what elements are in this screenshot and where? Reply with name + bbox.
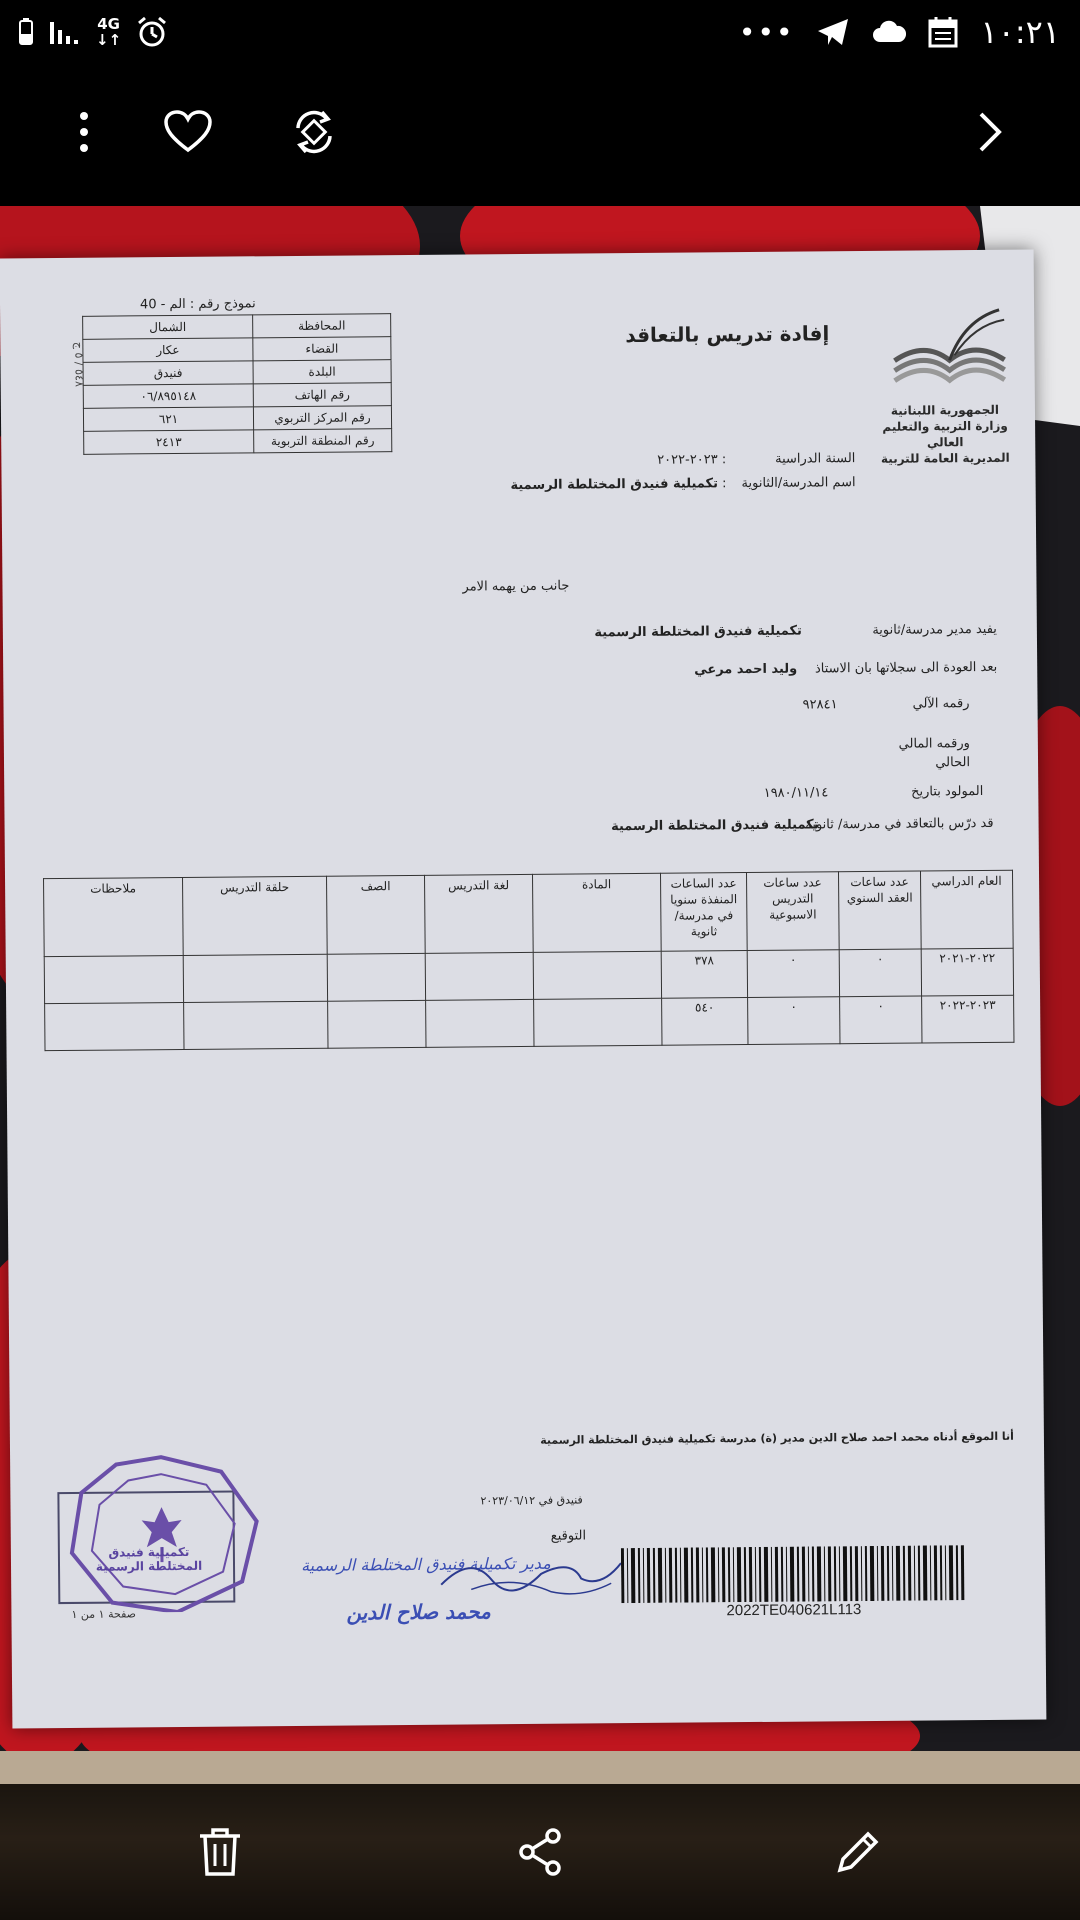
school-stamp-icon (56, 1451, 267, 1613)
barcode-icon (621, 1545, 966, 1603)
table-cell (426, 999, 534, 1047)
info-value: ٢٤١٣ (84, 430, 254, 454)
info-value: ٠٦/٨٩٥١٤٨ (83, 384, 253, 408)
rotate-icon (288, 106, 340, 158)
table-cell (327, 953, 425, 1001)
column-header: لغة التدريس (425, 874, 534, 953)
signature-label: التوقيع (550, 1528, 587, 1544)
ink-stamp-line-1: مدير تكميلية فنيدق المختلطة الرسمية (300, 1553, 551, 1575)
stamp-text: تكميلية فنيدق المختلطة الرسمية (95, 1544, 203, 1574)
pencil-icon (834, 1828, 882, 1876)
barcode-number: 2022TE040621L113 (726, 1601, 862, 1620)
column-header: عدد الساعات المنفذة سنويا في مدرسة/ثانوية (660, 873, 747, 952)
info-row (84, 429, 392, 455)
l2-value: وليد احمد مرعي (694, 661, 798, 678)
l1-value: تكميلية فنيدق المختلطة الرسمية (594, 623, 802, 641)
l5-value: ١٩٨٠/١١/١٤ (763, 785, 829, 801)
alarm-icon (135, 15, 169, 49)
side-reference-note: ٥٤٨ / ٥ ج (72, 341, 86, 387)
academic-year-label: السنة الدراسية (775, 451, 856, 467)
chevron-right-icon (975, 110, 1005, 154)
l4-label: ورقمه المالي الحالي (898, 736, 971, 771)
signal-icon (48, 18, 82, 46)
clock-time: ١٠:٢١ (980, 13, 1060, 51)
l6-label: قد درّس بالتعاقد في مدرسة/ ثانوية (805, 815, 994, 833)
more-vertical-icon (76, 110, 92, 154)
l5-label: المولود بتاريخ (911, 783, 984, 800)
status-right (739, 12, 1060, 52)
info-key: القضاء (253, 337, 391, 361)
location-info-table (82, 313, 392, 455)
next-button[interactable] (958, 100, 1022, 164)
column-header: الصف (327, 875, 426, 954)
info-key: رقم المنطقة التربوية (254, 429, 392, 453)
share-icon (516, 1827, 564, 1877)
table-cell: ٠ (748, 997, 840, 1045)
ministry-header (875, 402, 1016, 467)
ministry-logo (880, 290, 1015, 466)
l3-label: رقمه الآلي (912, 696, 970, 712)
cloud-icon (872, 20, 906, 44)
column-header: ملاحظات (44, 877, 184, 956)
photo-viewer[interactable] (0, 206, 1080, 1784)
document-title: إفادة تدريس بالتعاقد (625, 321, 830, 348)
network-label: 4G (97, 15, 120, 33)
table-cell (533, 951, 661, 999)
handwritten-signature-icon (431, 1543, 632, 1605)
calendar-icon (928, 16, 958, 48)
column-header: المادة (533, 873, 662, 952)
info-row (83, 406, 391, 432)
l1-label: يفيد مدير مدرسة/ثانوية (872, 621, 997, 638)
ministry-line-2: وزارة التربية والتعليم العالي (882, 418, 1008, 450)
school-name: اسم المدرسة/الثانوية : تكميلية فنيدق المختلطة الرسمية (510, 475, 856, 494)
info-row (83, 360, 391, 386)
l2-label: بعد العودة الى سجلاتها بان الاستاذ (814, 659, 998, 677)
school-label: اسم المدرسة/الثانوية (741, 475, 856, 492)
table-row (44, 948, 1013, 1003)
table-cell (45, 1002, 184, 1050)
to-whom-line: جانب من يهمه الامر (462, 578, 570, 595)
place-date: فنيدق في ٢٠٢٣/٠٦/١٢ (480, 1493, 583, 1508)
table-header-row (44, 870, 1014, 956)
l6-value: تكميلية فنيدق المختلطة الرسمية (611, 817, 819, 835)
table-cell (184, 1001, 328, 1049)
info-key: رقم الهاتف (253, 383, 391, 407)
page-number: صفحة ١ من ١ (71, 1607, 137, 1621)
table-cell (183, 954, 327, 1002)
share-button[interactable] (502, 1814, 578, 1890)
info-row (83, 314, 391, 340)
attestation-line: أنا الموقع أدناه محمد احمد صلاح الدين مدير (ة) مدرسة تكميلية فنيدق المختلطة الرسمية (540, 1429, 1014, 1447)
info-value: ٦٢١ (83, 407, 253, 431)
ministry-line-3: المديرية العامة للتربية (880, 450, 1010, 466)
column-header: عدد ساعات العقد السنوي (838, 871, 921, 950)
more-notifications-icon: ••• (738, 15, 795, 49)
telegram-icon (816, 17, 850, 47)
table-row (45, 995, 1014, 1050)
favorite-button[interactable] (156, 100, 220, 164)
heart-icon (164, 110, 212, 154)
table-cell: ٠ (840, 996, 922, 1044)
table-cell (425, 952, 533, 1000)
ink-stamp-line-2: محمد صلاح الدين (346, 1599, 491, 1625)
info-value: عكار (83, 338, 253, 362)
academic-year-value: ٢٠٢٣-٢٠٢٢ (657, 452, 718, 468)
delete-button[interactable] (182, 1814, 258, 1890)
table-cell: ٣٧٨ (661, 951, 747, 999)
network-type: 4G ↓↑ (96, 15, 122, 49)
open-book-logo-icon (884, 290, 1015, 401)
table-cell: ٥٤٠ (662, 998, 748, 1046)
column-header: حلقة التدريس (183, 876, 328, 955)
table-cell: ٠ (747, 950, 839, 998)
info-row (83, 383, 391, 409)
academic-year: السنة الدراسية : ٢٠٢٣-٢٠٢٢ (657, 451, 856, 468)
info-row (83, 337, 391, 363)
info-value: فنيدق (83, 361, 253, 385)
battery-icon (18, 18, 34, 46)
school-value: تكميلية فنيدق المختلطة الرسمية (510, 476, 719, 494)
l3-value: ٩٢٨٤١ (802, 697, 838, 713)
table-cell (328, 1000, 426, 1048)
ministry-line-1: الجمهورية اللبنانية (890, 402, 1000, 418)
edit-button[interactable] (820, 1814, 896, 1890)
column-header: العام الدراسي (920, 870, 1013, 949)
info-key: رقم المركز التربوي (253, 406, 391, 430)
table-cell: ٢٠٢٢-٢٠٢١ (921, 948, 1013, 996)
teaching-hours-table (43, 870, 1014, 1051)
status-bar (0, 0, 1080, 64)
table-cell (534, 998, 662, 1046)
table-cell: ٠ (839, 949, 921, 997)
document-page (0, 250, 1046, 1729)
info-key: البلدة (253, 360, 391, 384)
status-left (18, 12, 169, 52)
table-cell (44, 955, 183, 1003)
trash-icon (198, 1827, 242, 1877)
info-key: المحافظة (253, 314, 391, 338)
rotate-button[interactable] (282, 100, 346, 164)
table-cell: ٢٠٢٣-٢٠٢٢ (922, 995, 1014, 1043)
info-value: الشمال (83, 315, 253, 339)
form-number: نموذج رقم : الم - 40 (139, 296, 256, 313)
more-options-button[interactable] (52, 100, 116, 164)
column-header: عدد ساعات التدريس الاسبوعية (746, 872, 839, 951)
